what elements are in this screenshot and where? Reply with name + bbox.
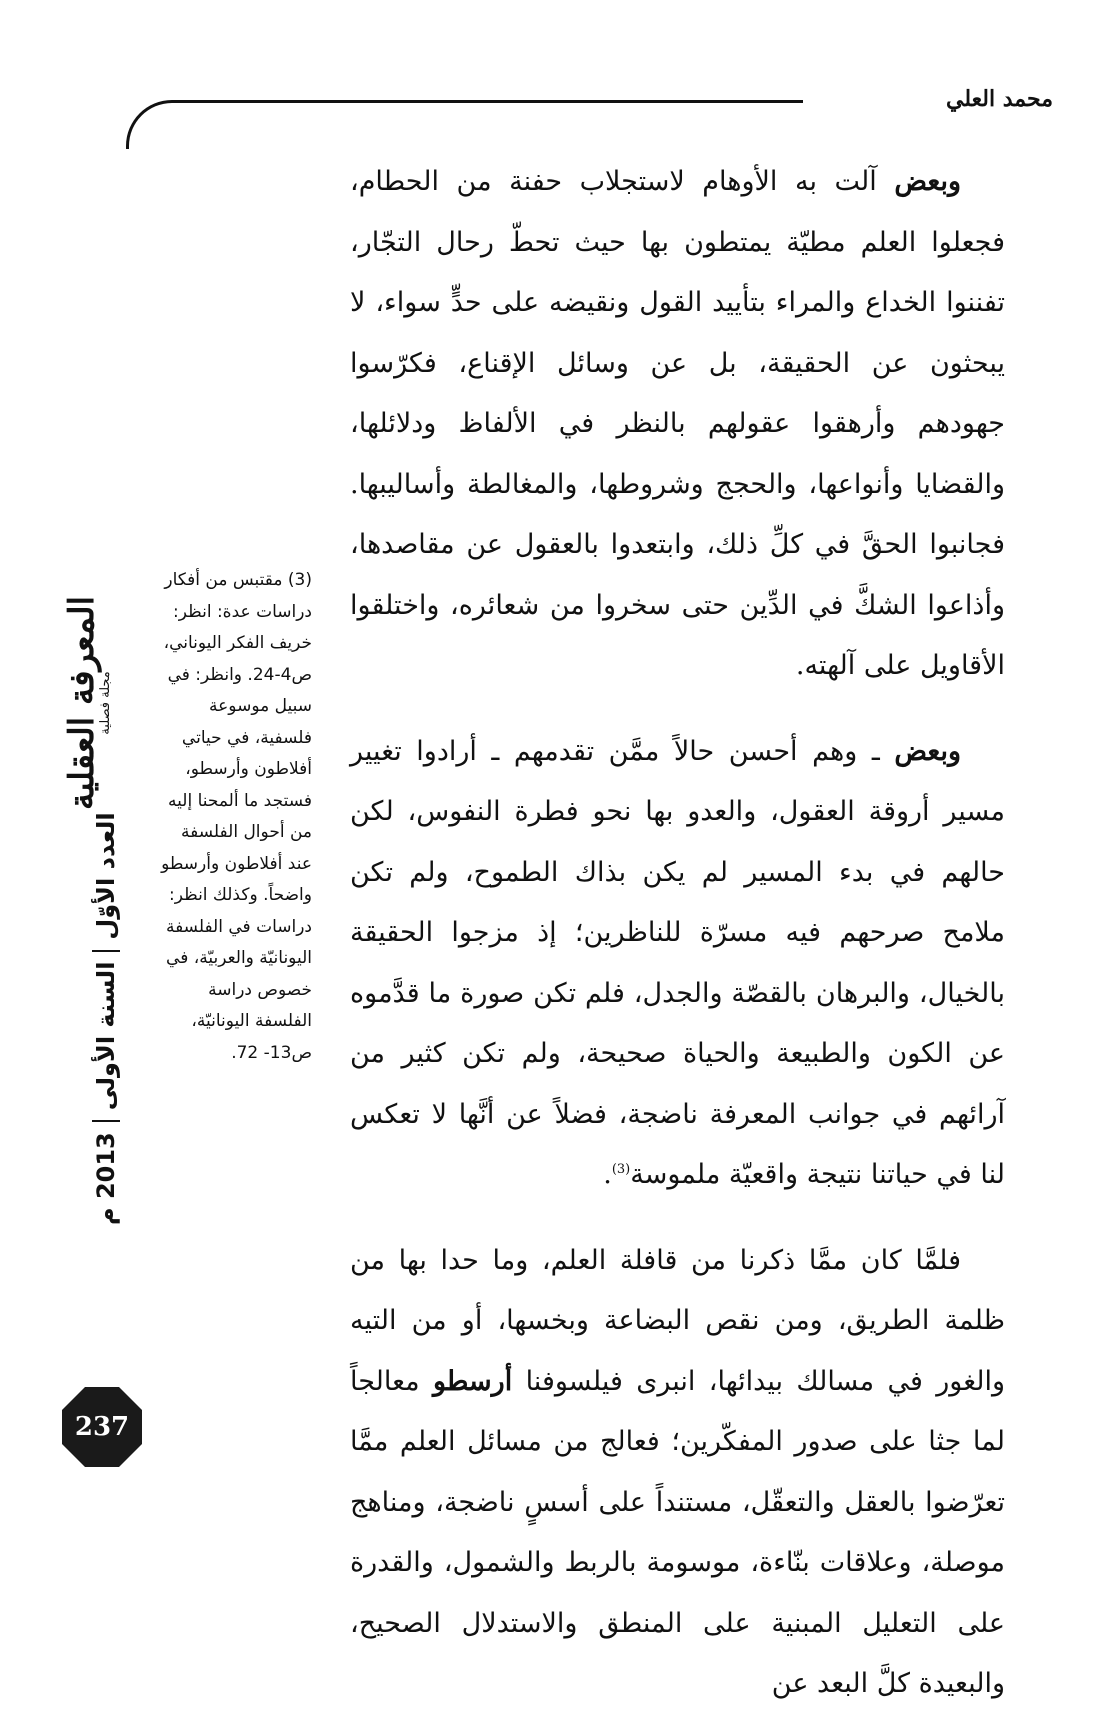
paragraph-text: فلمَّا كان ممَّا ذكرنا من قافلة العلم، وما حدا بها من ظلمة الطريق، ومن نقص البضاعة وبخسها، أو من التيه والغور في مسالك بيدائها، انبرى فيلسوفنا xyxy=(350,1244,1005,1397)
running-header-author: محمد العلي xyxy=(946,86,1053,112)
paragraph-bold-name: أرسطو xyxy=(432,1365,513,1397)
page-number: 237 xyxy=(74,1412,130,1442)
paragraph-2 xyxy=(350,722,1005,1206)
paragraph-text: معالجاً لما جثا على صدور المفكّرين؛ فعالج من مسائل العلم ممَّا تعرّضوا بالعقل والتعقّل، مستنداً على أسسٍ ناضجة، ومناهج موصلة، وعلاقات بنّاءة، موسومة بالربط والشمول، والقدرة على التعليل المبنية على المنطق والاستدلال الصحيح، والبعيدة كلَّ البعد عن xyxy=(350,1365,1005,1699)
paragraph-3 xyxy=(350,1231,1005,1715)
footnote-reference[interactable]: (3) xyxy=(611,1162,631,1177)
journal-logo-title: المعرفة العقلية xyxy=(62,595,102,810)
paragraph-tail: . xyxy=(603,1159,612,1190)
spine-separator xyxy=(92,1120,120,1122)
margin-footnote: (3) مقتبس من أفكار دراسات عدة: انظر: خريف الفكر اليوناني، ص4-24. وانظر: في سبيل موسوعة فلسفية، في حياتي أفلاطون وأرسطو، فستجد ما ألمحنا إليه من أحوال الفلسفة عند أفلاطون وأرسطو واضحاً. وكذلك انظر: دراسات في الفلسفة اليونانيّة والعربيّة، في خصوص دراسة الفلسفة اليونانيّة، ص13- 72. xyxy=(161,570,312,1063)
paragraph-text: ـ وهم أحسن حالاً ممَّن تقدمهم ـ أرادوا تغيير مسير أروقة العقول، والعدو بها نحو فطرة النفوس، لكن حالهم في بدء المسير لم يكن بذاك الطموح، ولم تكن ملامح صرحهم فيه مسرّة للناظرين؛ إذ مزجوا الحقيقة بالخيال، والبرهان بالقصّة والجدل، فلم تكن صورة ما قدَّموه عن الكون والطبيعة والحياة صحيحة، ولم تكن كثير من آرائهم في جوانب المعرفة ناضجة، فضلاً عن أنَّها لا تعكس لنا في حياتنا نتيجة واقعيّة ملموسة xyxy=(350,735,1005,1190)
paragraph-lead: وبعض xyxy=(894,166,961,197)
year-label: السنة الأولى xyxy=(92,961,120,1111)
year-value: 2013 م xyxy=(92,1132,120,1225)
spine-separator xyxy=(92,950,120,952)
issue-label: العدد الأوّل xyxy=(92,812,120,940)
header-frame-line xyxy=(126,100,803,149)
journal-logo-subtitle: مجلة فصلية xyxy=(98,671,113,735)
journal-logo xyxy=(62,596,113,810)
page-number-badge xyxy=(60,1385,144,1469)
issue-spine-label xyxy=(92,812,120,1225)
main-text-body xyxy=(350,152,1005,1715)
paragraph-1 xyxy=(350,152,1005,697)
paragraph-lead: وبعض xyxy=(894,735,961,767)
paragraph-text: آلت به الأوهام لاستجلاب حفنة من الحطام، فجعلوا العلم مطيّة يمتطون بها حيث تحطّ رحال التجّار، تفننوا الخداع والمراء بتأييد القول ونقيضه على حدٍّ سواء، لا يبحثون عن الحقيقة، بل عن وسائل الإقناع، فكرّسوا جهودهم وأرهقوا عقولهم بالنظر في الألفاظ ودلائلها، والقضايا وأنواعها، والحجج وشروطها، والمغالطة وأساليبها. فجانبوا الحقَّ في كلِّ ذلك، وابتعدوا بالعقول عن مقاصدها، وأذاعوا الشكَّ في الدِّين حتى سخروا من شعائره، واختلقوا الأقاويل على آلهته. xyxy=(350,166,1005,681)
